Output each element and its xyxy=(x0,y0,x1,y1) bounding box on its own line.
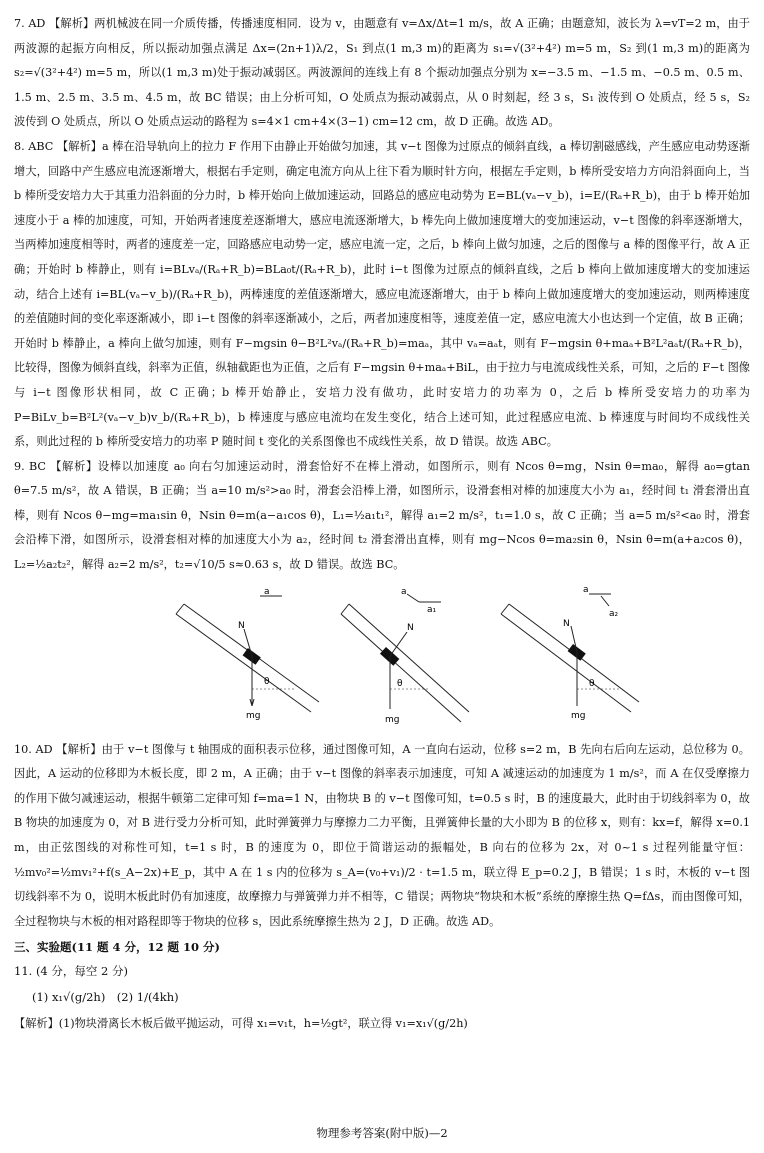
fig2-weight-label: mg xyxy=(385,714,400,725)
fig3-accel-label: a xyxy=(583,584,589,595)
fig1-weight-label: mg xyxy=(246,710,261,721)
fig2-rel-label: a₁ xyxy=(427,604,437,615)
q8-analysis: 8. ABC 【解析】a 棒在沿导轨向上的拉力 F 作用下由静止开始做匀加速，其 v−t 图像为过原点的倾斜直线，a 棒切割磁感线，产生感应电动势逐渐增大，回路中产生感应电流逐渐增大，根据右手定则，确定电流方向从上往下看为顺时针方向，根据左手定则，b 棒所受安培力方向沿斜面向上，当 b 棒所受安培力大于其重力沿斜面的分力时，b 棒开始向上做加速运动，回路总的感应电动势为 E=BL(vₐ−v_b)，i=E/(Rₐ+R_b)，由于 b 棒开始加速度小于 a 棒的加速度，可知，开始两者速度差逐渐增大，感应电流逐渐增大，b 棒先向上做加速度增大的变加速运动，v−t 图像的斜率逐渐增大，当两棒加速度相等时，两者的速度差一定，回路感应电动势一定，感应电流一定，之后，b 棒向上做匀加速，之后的图像与 a 棒的图像平行，故 A 正确；开始时 b 棒静止，则有 i=BLvₐ/(Rₐ+R_b)=BLa₀t/(Rₐ+R_b)，此时 i−t 图像为过原点的倾斜直线，之后 b 棒向上做加速度增大的变加速运动，结合上述有 i=BL(vₐ−v_b)/(Rₐ+R_b)，两棒速度的差值逐渐增大，感应电流逐渐增大，由于 b 棒向上做加速度增大的变加速运动，则两棒速度的差值随时间的变化率逐渐减小，即 i−t 图像的斜率逐渐减小，之后，两者加速度相等，速度差值一定，感应电流大小也达到一个定值，故 B 正确；开始时 b 棒静止，a 棒向上做匀加速，则有 F−mgsin θ−B²L²vₐ/(Rₐ+R_b)=maₐ，其中 vₐ=aₐt，则有 F−mgsin θ+maₐ+B²L²aₐt/(Rₐ+R_b)，比较得，图像为倾斜直线，斜率为正值，纵轴截距也为正值，之后有 F−mgsin θ+maₐ+BiL，由于拉力与电流成线性关系，可知，之后的 F−t 图像与 i−t 图像形状相同，故 C 正确；b 棒开始静止，安培力没有做功，此时安培力的功率为 0，之后 b 棒所受安培力的功率为 P=BiLv_b=B²L²(vₐ−v_b)v_b/(Rₐ+R_b)，b 棒速度与感应电流均在发生变化，结合上述可知，此过程感应电流、b 棒速度与时间均不成线性关系，则此过程的 b 棒所受安培力的功率 P 随时间 t 变化的关系图像也不成线性关系，故 D 错误。故选 ABC。 xyxy=(14,139,750,449)
fig2-accel-label: a xyxy=(401,586,407,597)
fig3-normal-label: N xyxy=(563,618,570,629)
q11-answers: (1) x₁√(g/2h) (2) 1/(4kh) xyxy=(32,990,179,1005)
q9-figures xyxy=(14,584,750,734)
page-footer: 物理参考答案(附中版)—2 xyxy=(316,1126,448,1140)
q11-heading: 11. (4 分，每空 2 分) xyxy=(14,964,129,979)
fig1-accel-label: a xyxy=(264,586,270,597)
fig2-normal-label: N xyxy=(407,622,414,633)
fig2-angle-label: θ xyxy=(397,678,403,689)
section-heading: 三、实验题(11 题 4 分，12 题 10 分) xyxy=(14,940,220,955)
fig1-normal-label: N xyxy=(238,620,245,631)
fig3-rel-label: a₂ xyxy=(609,608,619,619)
q10-analysis: 10. AD 【解析】由于 v−t 图像与 t 轴围成的面积表示位移，通过图像可知，A 一直向右运动，位移 s=2 m，B 先向右后向左运动，总位移为 0。因此，A 运动的位移即为木板长度，即 2 m，A 正确；由于 v−t 图像的斜率表示加速度，可知 A 减速运动的加速度为 1 m/s²，而 A 在仅受摩擦力的作用下做匀减速运动，根据牛顿第二定律可知 f=ma=1 N，由物块 B 的 v−t 图像可知，t=0.5 s 时，B 的速度最大，此时由于切线斜率为 0，故 B 物块的加速度为 0，对 B 进行受力分析可知，此时弹簧弹力与摩擦力二力平衡，且弹簧伸长量的大小即为 B 的位移 x，则有：kx=f，解得 x=0.1 m，由正弦图线的对称性可知，t=1 s 时，B 的速度为 0，即位于简谐运动的振幅处，B 向右的位移为 2x，对 0~1 s 过程列能量守恒：½mv₀²=½mv₁²+f(s_A−2x)+E_p，其中 A 在 1 s 内的位移为 s_A=(v₀+v₁)/2 · t=1.5 m，联立得 E_p=0.2 J，B 错误；1 s 时，木板的 v−t 图切线斜率不为 0，说明木板此时仍有加速度，故摩擦力与弹簧弹力并不相等，C 错误；两物块“物块和木板”系统的摩擦生热 Q=fΔs，而由图像可知，全过程物块与木板的相对路程即等于物块的位移 s，因此系统摩擦生热为 2 J，D 正确。故选 AD。 xyxy=(14,742,750,928)
q7-analysis: 7. AD 【解析】两机械波在同一介质传播，传播速度相同．设为 v，由题意有 v=Δx/Δt=1 m/s，故 A 正确；由题意知，波长为 λ=vT=2 m，由于两波源的起振方向相反，所以振动加强点满足 Δx=(2n+1)λ/2，S₁ 到点(1 m,3 m)的距离为 s₁=√(3²+4²) m=5 m，S₂ 到(1 m,3 m)的距离为 s₂=√(3²+4²) m=5 m，所以(1 m,3 m)处于振动减弱区。两波源间的连线上有 8 个振动加强点分别为 x=−3.5 m、−1.5 m、−0.5 m、0.5 m、1.5 m、2.5 m、3.5 m、4.5 m，故 BC 错误；由上分析可知，O 处质点为振动减弱点，从 0 时刻起，经 3 s，S₁ 波传到 O 处质点，经 5 s，S₂ 波传到 O 处质点，所以 O 处质点运动的路程为 s=4×1 cm+4×(3−1) cm=12 cm，故 D 正确。故选 AD。 xyxy=(14,17,750,129)
q11-analysis: 【解析】(1)物块滑离长木板后做平抛运动，可得 x₁=v₁t，h=½gt²，联立得 v₁=x₁√(g/2h) xyxy=(14,1017,468,1031)
q9-analysis: 9. BC 【解析】设棒以加速度 a₀ 向右匀加速运动时，滑套恰好不在棒上滑动，如图所示，则有 Ncos θ=mg，Nsin θ=ma₀，解得 a₀=gtan θ=7.5 m/s²，故 A 错误，B 正确；当 a=10 m/s²>a₀ 时，滑套会沿棒上滑，如图所示，设滑套相对棒的加速度大小为 a₁，经时间 t₁ 滑套滑出直棒，则有 Ncos θ−mg=ma₁sin θ，Nsin θ=m(a−a₁cos θ)，L₁=½a₁t₁²，解得 a₁=2 m/s²，t₁=1.0 s，故 C 正确；当 a=5 m/s²<a₀ 时，滑套会沿棒下滑，如图所示，设滑套相对棒的加速度大小为 a₂，经时间 t₂ 滑套滑出直棒，则有 mg−Ncos θ=ma₂sin θ，Nsin θ=m(a+a₂cos θ)，L₂=½a₂t₂²，解得 a₂=2 m/s²，t₂=√10/5 s≈0.63 s，故 D 错误。故选 BC。 xyxy=(14,459,750,572)
fig1-angle-label: θ xyxy=(264,676,270,687)
figure-3 xyxy=(489,584,689,734)
fig3-weight-label: mg xyxy=(571,710,586,721)
fig3-angle-label: θ xyxy=(589,678,595,689)
